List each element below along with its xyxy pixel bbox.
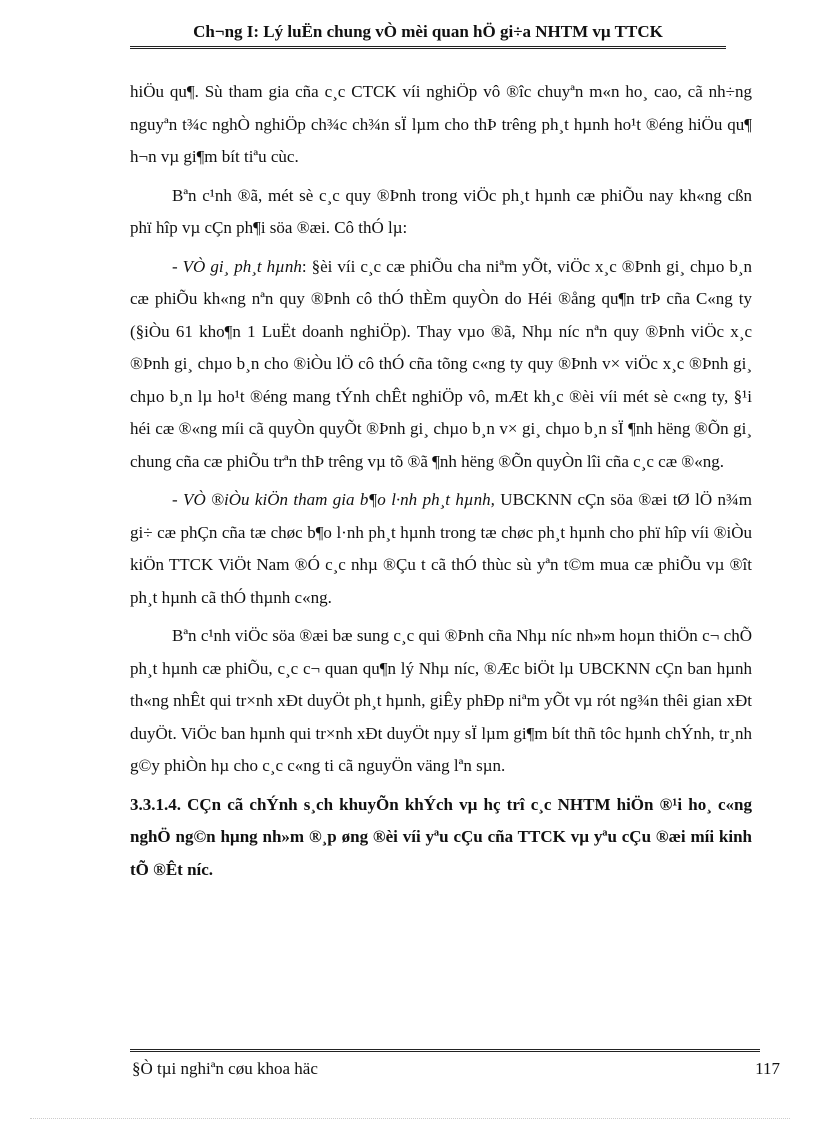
page-number: 117	[755, 1059, 780, 1078]
footer-divider	[130, 1049, 760, 1052]
paragraph-3-lead: - VÒ gi¸ ph¸t hµnh	[172, 256, 302, 276]
paragraph-3	[130, 251, 752, 479]
paragraph-4-text: UBCKNN cÇn söa ®æi tØ lÖ n¾m gi÷ cæ phÇn cña tæ chøc b¶o l·nh ph¸t hµnh trong tæ chøc ph¸t hµnh cho phï hîp víi ®iÒu kiÖn TTCK ViÖt Nam ®Ó c¸c nhµ ®Çu t cã thÓ thùc sù yªn t©m mua cæ phiÕu vµ ®ît ph¸t hµnh cã thÓ thµnh c«ng.	[130, 490, 752, 607]
paragraph-3-text: : §èi víi c¸c cæ phiÕu cha niªm yÕt, viÖc x¸c ®Þnh gi¸ chµo b¸n cæ phiÕu kh«ng nªn quy ®Þnh cô thÓ thÈm quyÒn do Héi ®ång qu¶n trÞ cña C«ng ty (§iÒu 61 kho¶n 1 LuËt doanh nghiÖp). Thay vµo ®ã, Nhµ níc nªn quy ®Þnh viÖc x¸c ®Þnh gi¸ chµo b¸n cho ®iÒu lÖ cô thÓ cña tõng c«ng ty quy ®Þnh v× viÖc x¸c ®Þnh gi¸ chµo b¸n lµ ho¹t ®éng mang tÝnh chÊt nghiÖp vô, mÆt kh¸c ®èi víi mét sè c«ng ty, §¹i héi cæ ®«ng míi cã quyÒn quyÕt ®Þnh gi¸ chµo b¸n v× gi¸ chµo b¸n sÏ ¶nh hëng ®Õn gi¸ chung cña cæ phiÕu trªn thÞ trêng vµ tõ ®ã ¶nh hëng ®Õn quyÒn lîi cña c¸c cæ ®«ng.	[130, 256, 753, 471]
paragraph-5: Bªn c¹nh viÖc söa ®æi bæ sung c¸c qui ®Þnh cña Nhµ níc nh»m hoµn thiÖn c¬ chÕ ph¸t hµnh cæ phiÕu, c¸c c¬ quan qu¶n lý Nhµ níc, ®Æc biÖt lµ UBCKNN cÇn ban hµnh th«ng nhÊt qui tr×nh xÐt duyÖt ph¸t hµnh, giÊy phÐp niªm yÕt vµ rót ng¾n thêi gian xÐt duyÖt. ViÖc ban hµnh qui tr×nh xÐt duyÖt nµy sÏ lµm gi¶m bít thñ tôc hµnh chÝnh, tr¸nh g©y phiÒn hµ cho c¸c c«ng ti cã nguyÖn väng lªn sµn.	[130, 626, 752, 775]
page-edge-line	[30, 1118, 790, 1119]
paragraph-1: hiÖu qu¶. Sù tham gia cña c¸c CTCK víi nghiÖp vô ®îc chuyªn m«n ho¸ cao, cã nh÷ng nguyªn t¾c nghÒ nghiÖp ch¾c ch¾n sÏ lµm cho thÞ trêng ph¸t hµnh ho¹t ®éng hiÖu qu¶ h¬n vµ gi¶m bít tiªu cùc.	[130, 82, 752, 166]
footer-title: §Ò tµi nghiªn cøu khoa häc	[132, 1059, 318, 1078]
paragraph-2: Bªn c¹nh ®ã, mét sè c¸c quy ®Þnh trong viÖc ph¸t hµnh cæ phiÕu nay kh«ng cßn phï hîp vµ cÇn ph¶i söa ®æi. Cô thÓ lµ:	[130, 185, 752, 237]
paragraph-4	[130, 484, 752, 614]
page-header-title: Ch¬ng I: Lý luËn chung vÒ mèi quan hÖ gi÷a NHTM vµ TTCK	[193, 22, 663, 41]
paragraph-4-lead: - VÒ ®iÒu kiÖn tham gia b¶o l·nh ph¸t hµnh,	[172, 490, 495, 509]
section-subheading: 3.3.1.4. CÇn cã chÝnh s¸ch khuyÕn khÝch vµ hç trî c¸c NHTM hiÖn ®¹i ho¸ c«ng nghÖ ng©n hµng nh»m ®¸p øng ®èi víi yªu cÇu cña TTCK vµ yªu cÇu ®æi míi kinh tÕ ®Êt níc.	[130, 794, 752, 879]
document-body	[130, 76, 752, 892]
header-divider	[130, 46, 726, 49]
